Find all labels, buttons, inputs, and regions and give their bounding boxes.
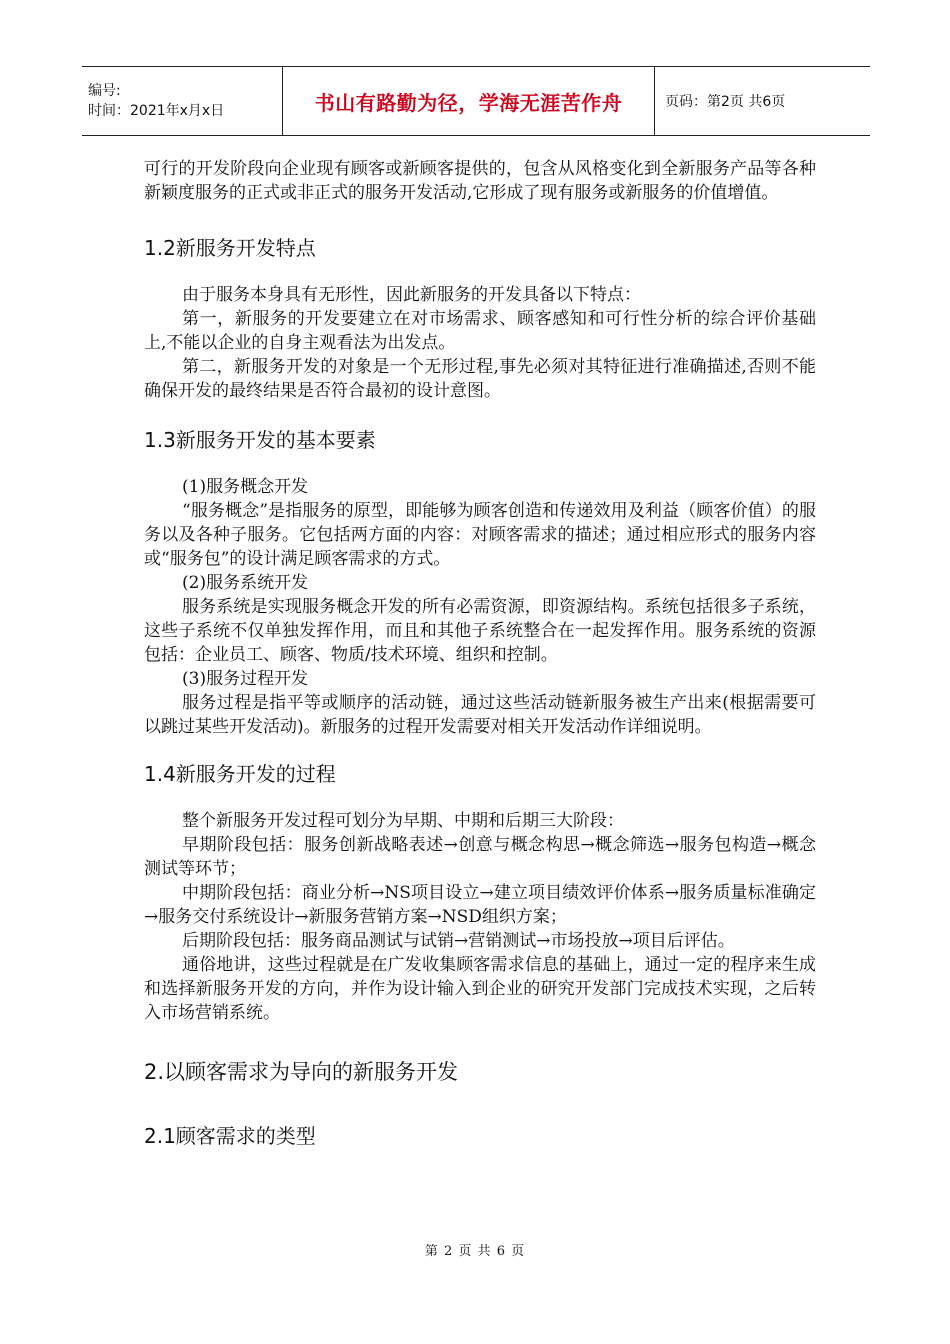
paragraph: 后期阶段包括：服务商品测试与试销→营销测试→市场投放→项目后评估。 [182, 931, 735, 951]
motto-text: 书山有路勤为径，学海无涯苦作舟 [314, 90, 623, 115]
paragraph: 第二，新服务开发的对象是一个无形过程,事先必须对其特征进行准确描述,否则不能确保开发的最终结果是否符合最初的设计意图。 [144, 357, 816, 401]
list-item-heading: (3)服务过程开发 [182, 669, 309, 689]
paragraph: 通俗地讲，这些过程就是在广发收集顾客需求信息的基础上，通过一定的程序来生成和选择新服务开发的方向，并作为设计输入到企业的研究开发部门完成技术实现，之后转入市场营销系统。 [144, 955, 816, 1023]
paragraph: 中期阶段包括：商业分析→NS项目设立→建立项目绩效评价体系→服务质量标准确定→服务交付系统设计→新服务营销方案→NSD组织方案； [144, 883, 816, 927]
document-body [144, 157, 816, 1149]
section-2-1-heading: 2.1顾客需求的类型 [144, 1124, 316, 1148]
time-label: 时间：2021年x月x日 [88, 103, 225, 119]
page-header [82, 66, 870, 136]
header-meta [82, 67, 282, 135]
paragraph: “服务概念”是指服务的原型，即能够为顾客创造和传递效用及利益（顾客价值）的服务以及各种子服务。它包括两方面的内容：对顾客需求的描述；通过相应形式的服务内容或“服务包”的设计满足顾客需求的方式。 [144, 501, 816, 569]
page-footer: 第 2 页 共 6 页 [424, 1244, 526, 1259]
paragraph: 早期阶段包括：服务创新战略表述→创意与概念构思→概念筛选→服务包构造→概念测试等环节； [144, 835, 816, 879]
paragraph: 第一，新服务的开发要建立在对市场需求、顾客感知和可行性分析的综合评价基础上,不能以企业的自身主观看法为出发点。 [144, 309, 816, 353]
section-1-2-heading: 1.2新服务开发特点 [144, 236, 316, 260]
paragraph: 服务系统是实现服务概念开发的所有必需资源，即资源结构。系统包括很多子系统，这些子系统不仅单独发挥作用，而且和其他子系统整合在一起发挥作用。服务系统的资源包括：企业员工、顾客、物质/技术环境、组织和控制。 [144, 597, 816, 665]
header-motto-cell [282, 67, 655, 135]
paragraph: 由于服务本身具有无形性，因此新服务的开发具备以下特点： [182, 285, 641, 305]
page-info-text: 页码：第2页 共6页 [665, 94, 786, 110]
paragraph: 整个新服务开发过程可划分为早期、中期和后期三大阶段： [182, 811, 624, 831]
paragraph: 服务过程是指平等或顺序的活动链，通过这些活动链新服务被生产出来(根据需要可以跳过某些开发活动)。新服务的过程开发需要对相关开发活动作详细说明。 [144, 693, 816, 737]
list-item-heading: (1)服务概念开发 [182, 477, 309, 497]
header-page-info [655, 67, 870, 135]
section-1-3-heading: 1.3新服务开发的基本要素 [144, 428, 376, 452]
section-1-4-heading: 1.4新服务开发的过程 [144, 762, 336, 786]
intro-paragraph: 可行的开发阶段向企业现有顾客或新顾客提供的，包含从风格变化到全新服务产品等各种新颖度服务的正式或非正式的服务开发活动,它形成了现有服务或新服务的价值增值。 [144, 159, 816, 203]
section-2-heading: 2.以顾客需求为导向的新服务开发 [144, 1060, 459, 1084]
list-item-heading: (2)服务系统开发 [182, 573, 309, 593]
number-label: 编号: [88, 83, 121, 99]
